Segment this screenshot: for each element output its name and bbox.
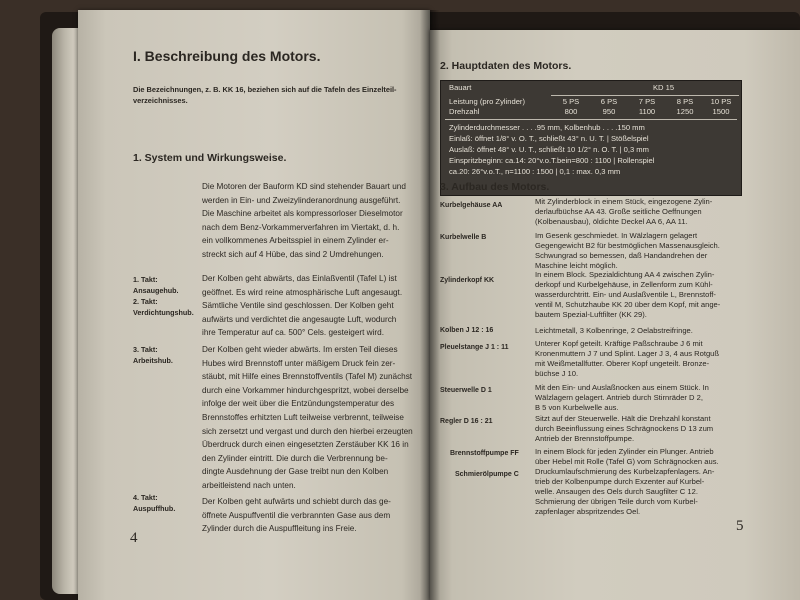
spec-leistung-label: Leistung (pro Zylinder) xyxy=(449,97,525,106)
left-page-title: I. Beschreibung des Motors. xyxy=(133,48,321,64)
takt-number: 2. Takt: xyxy=(133,297,158,306)
text-line: über Hebel mit Rolle (Tafel G) vom Schrägnocken aus. xyxy=(535,457,719,466)
spec-bauart-label: Bauart xyxy=(449,83,472,92)
intro-line: Die Bezeichnungen, z. B. KK 16, beziehen sich auf die Tafeln des Einzelteil- xyxy=(133,85,397,94)
text-line: Gegengewicht B2 für bestmöglichen Massenausgleich. xyxy=(535,241,720,250)
text-line: wasserdurchtritt. Ein- und Auslaßventile L, Brennstoff- xyxy=(535,290,716,299)
text-line: den Zylinder eintritt. Die durch die Verbrennung be- xyxy=(202,453,388,463)
text-line: Der Kolben geht wieder abwärts. Im ersten Teil dieses xyxy=(202,345,398,354)
spec-drehzahl-label: Drehzahl xyxy=(449,107,480,116)
text-line: ventil M, Schutzhaube KK 20 über dem Kopf, mit ange- xyxy=(535,300,721,309)
text-line: durch eine Vorkammer hindurchgespritzt, wobei derselbe xyxy=(202,385,409,395)
section-title-aufbau: 3. Aufbau des Motors. xyxy=(440,181,550,193)
spec-ps: 6 PS xyxy=(600,97,618,106)
paragraph-takt-4 xyxy=(202,495,434,536)
spec-line: Einspritzbeginn: ca.14: 20°v.o.T.bein=800 : 1100 | Rollenspiel xyxy=(449,156,655,165)
text-line: derlaufbüchse AA 43. Große seitliche Oeffnungen xyxy=(535,207,702,216)
text-line: Druckumlaufschmierung des Kurbelzapfenlagers. An- xyxy=(535,467,715,476)
text-line: Zylinder durch die Auspuffleitung ins Freie. xyxy=(202,524,357,534)
spec-line: Zylinderdurchmesser . . . .95 mm, Kolbenhub . . . .150 mm xyxy=(449,123,645,132)
text-line: Mit den Ein- und Auslaßnocken aus einem Stück. In xyxy=(535,383,709,392)
takt1-label xyxy=(133,274,179,296)
spec-ps: 5 PS xyxy=(562,97,580,106)
text-line: nach dem Benz-Vorkammerverfahren im Viertakt, d. h. xyxy=(202,222,400,232)
right-page-title: 2. Hauptdaten des Motors. xyxy=(440,60,572,72)
text-line: Im Gesenk geschmiedet. In Wälzlagern gelagert xyxy=(535,231,698,240)
item-label: Brennstoffpumpe FF xyxy=(450,450,519,457)
intro-text xyxy=(133,85,423,106)
text-line: Brennstoffes erhitzten Luft teilweise verbrennt, teilweise xyxy=(202,412,404,422)
text-line: Der Kolben geht abwärts, das Einlaßventil (Tafel L) ist xyxy=(202,274,397,283)
paragraph-takt-3 xyxy=(202,343,434,493)
text-line: Hubes wird Brennstoff unter mäßigem Druck fein zer- xyxy=(202,358,396,368)
spec-line: Einlaß: öffnet 1/8° v. O. T., schließt 43° n. U. T. | Stößelspiel xyxy=(449,134,649,143)
takt3-label xyxy=(133,344,173,366)
text-line: mit Weißmetallfutter. Oberer Kopf ungeteilt. Bronze- xyxy=(535,359,710,368)
text-line: In einem Block für jeden Zylinder ein Plunger. Antrieb xyxy=(535,447,714,456)
text-line: Mit Zylinderblock in einem Stück, eingezogene Zylin- xyxy=(535,197,713,206)
item-description xyxy=(535,414,765,444)
text-line: ihre Temperatur auf ca. 500° Cels. gesteigert wird. xyxy=(202,328,384,338)
text-line: Kronenmuttern J 7 und Splint. Lager J 3, 4 aus Rotguß xyxy=(535,349,720,358)
spec-rpm: 800 xyxy=(564,107,578,116)
text-line: werden in Ein- und Zweizylinderanordnung ausgeführt. xyxy=(202,195,401,205)
item-label: Schmierölpumpe C xyxy=(455,471,519,478)
item-label: Zylinderkopf KK xyxy=(440,277,495,284)
text-line: Sämtliche Ventile sind geschlossen. Der Kolben geht xyxy=(202,301,394,311)
spec-rpm: 1100 xyxy=(638,107,656,116)
text-line: streckt sich auf 4 Hübe, das sind 2 Umdrehungen. xyxy=(202,249,384,259)
text-line: derkopf und Kurbelgehäuse, in Zellenform zum Kühl- xyxy=(535,280,713,289)
spec-line: ca.20: 26°v.o.T., n=1100 : 1500 | 0,1 : max. 0,3 mm xyxy=(449,167,621,176)
item-description xyxy=(535,339,765,379)
intro-line: verzeichnisses. xyxy=(133,95,188,105)
text-line: büchse J 10. xyxy=(535,369,579,378)
takt-name: Arbeitshub. xyxy=(133,356,173,365)
paragraph-takt-1-2 xyxy=(202,272,434,340)
item-label: Pleuelstange J 1 : 11 xyxy=(440,344,509,351)
section-title-system: 1. System und Wirkungsweise. xyxy=(133,152,287,164)
text-line: (Kolbenausbau), öldichte Deckel AA 6, AA 11. xyxy=(535,217,688,226)
text-line: ein vollkommenes Arbeitsspiel in einem Zylinder er- xyxy=(202,236,389,246)
item-description xyxy=(535,231,765,271)
page-number-left: 4 xyxy=(130,530,138,546)
takt2-label xyxy=(133,296,194,318)
item-description xyxy=(535,447,765,467)
item-label: Kolben J 12 : 16 xyxy=(440,327,494,334)
takt-number: 1. Takt: xyxy=(133,275,158,284)
text-line: stäubt, mit Hilfe eines Brennstoffventils (Tafel M) zunächst xyxy=(202,372,413,382)
text-line: Die Motoren der Bauform KD sind stehender Bauart und xyxy=(202,182,406,191)
item-label: Kurbelgehäuse AA xyxy=(440,202,503,209)
takt-name: Ansaugehub. xyxy=(133,286,179,295)
text-line: bautem Spezial-Luftfilter (KK 29). xyxy=(535,310,647,319)
paragraph-intro xyxy=(202,180,432,262)
text-line: infolge der weit über die Entzündungstemperatur des xyxy=(202,399,395,409)
text-line: arbeitleistend nach unten. xyxy=(202,480,296,490)
takt-name: Auspuffhub. xyxy=(133,504,176,513)
text-line: In einem Block. Spezialdichtung AA 4 zwischen Zylin- xyxy=(535,270,715,279)
spec-ps: 10 PS xyxy=(710,97,732,106)
text-line: geöffnet. Es wird reine atmosphärische Luft angesaugt. xyxy=(202,287,403,297)
takt-number: 3. Takt: xyxy=(133,345,158,354)
text-line: Wälzlagern gelagert. Antrieb durch Stirnräder D 2, xyxy=(535,393,703,402)
spec-line: Auslaß: öffnet 48° v. U. T., schließt 10 1/2° n. O. T. | 0,3 mm xyxy=(449,145,649,154)
text-line: dingte Ausdehnung der Gase treibt nun den Kolben xyxy=(202,467,389,477)
spec-rpm: 950 xyxy=(602,107,616,116)
takt-name: Verdichtungshub. xyxy=(133,308,194,317)
item-description xyxy=(535,467,765,517)
item-label: Steuerwelle D 1 xyxy=(440,387,492,394)
spec-ps: 7 PS xyxy=(638,97,656,106)
page-number-right: 5 xyxy=(736,518,744,534)
spec-divider xyxy=(445,119,737,120)
text-line: Die Maschine arbeitet als kompressorloser Dieselmotor xyxy=(202,209,403,219)
text-line: Sitzt auf der Steuerwelle. Hält die Drehzahl konstant xyxy=(535,414,711,423)
item-label: Regler D 16 : 21 xyxy=(440,418,493,425)
spec-rpm: 1250 xyxy=(676,107,694,116)
main-data-table xyxy=(440,80,742,196)
text-line: B 5 von Kurbelwelle aus. xyxy=(535,403,619,412)
text-line: zapfenlager abspritzendes Oel. xyxy=(535,507,641,516)
text-line: Leichtmetall, 3 Kolbenringe, 2 Oelabstreifringe. xyxy=(535,326,693,335)
spec-ps: 8 PS xyxy=(676,97,694,106)
text-line: aufwärts und verdichtet die angesaugte Luft, wodurch xyxy=(202,314,397,324)
takt-number: 4. Takt: xyxy=(133,493,158,502)
item-description xyxy=(535,270,765,320)
item-description xyxy=(535,383,765,413)
takt4-label xyxy=(133,492,175,514)
text-line: Der Kolben geht aufwärts und schiebt durch das ge- xyxy=(202,497,391,506)
item-description xyxy=(535,326,765,336)
spec-model: KD 15 xyxy=(652,83,675,92)
spec-divider xyxy=(551,95,739,96)
text-line: durch Beeinflussung eines Schrägnockens D 13 zum xyxy=(535,424,714,433)
text-line: welle. Ansaugen des Oels durch Saugfilter C 12. xyxy=(535,487,698,496)
item-description xyxy=(535,197,765,227)
text-line: sich zersetzt und vergast und durch den hierbei erzeugten xyxy=(202,426,413,436)
text-line: öffnete Auspuffventil die verbrannten Gase aus dem xyxy=(202,510,391,520)
text-line: Maschine leicht möglich. xyxy=(535,261,618,270)
item-label: Kurbelwelle B xyxy=(440,234,487,241)
text-line: trieb der Kolbenpumpe durch Exzenter auf Kurbel- xyxy=(535,477,705,486)
text-line: Schmierung der übrigen Teile durch vom Kurbel- xyxy=(535,497,698,506)
text-line: Überdruck durch einen eingesetzten Zerstäuber KK 16 in xyxy=(202,440,409,450)
text-line: Schwungrad so bemessen, daß Handandrehen der xyxy=(535,251,708,260)
text-line: Unterer Kopf geteilt. Kräftige Paßschraube J 6 mit xyxy=(535,339,703,348)
text-line: Antrieb der Brennstoffpumpe. xyxy=(535,434,635,443)
spec-rpm: 1500 xyxy=(712,107,730,116)
